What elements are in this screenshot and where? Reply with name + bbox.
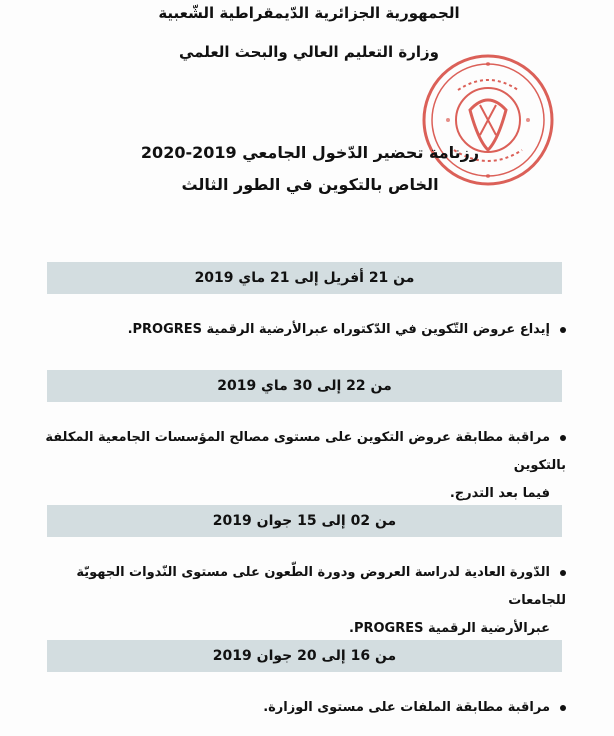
title-line-2: الخاص بالتكوين في الطور الثالث <box>181 175 439 194</box>
period-label: من 16 إلى 20 جوان 2019 <box>212 648 397 664</box>
item-text: مراقبة مطابقة الملفات على مستوى الوزارة. <box>263 700 550 715</box>
item-text: إيداع عروض التّكوين في الدّكتوراه عبرالأرضية الرقمية PROGRES. <box>127 322 550 337</box>
bullet-icon <box>560 570 566 576</box>
period-band <box>47 505 562 537</box>
list-item <box>26 424 566 508</box>
bullet-icon <box>560 435 566 441</box>
period-label: من 02 إلى 15 جوان 2019 <box>212 513 397 529</box>
period-band <box>47 640 562 672</box>
period-label: من 22 إلى 30 ماي 2019 <box>217 378 392 394</box>
item-text-continued: فيما بعد التدرج. <box>449 486 550 501</box>
period-band <box>47 370 562 402</box>
bullet-icon <box>560 327 566 333</box>
republic-name: الجمهورية الجزائرية الدّيمقراطية الشّعبية <box>158 4 460 22</box>
bullet-icon <box>560 705 566 711</box>
period-label: من 21 أفريل إلى 21 ماي 2019 <box>194 270 415 286</box>
period-band <box>47 262 562 294</box>
list-item <box>26 694 566 722</box>
item-text-continued: عبرالأرضية الرقمية PROGRES. <box>348 621 550 636</box>
ministry-name: وزارة التعليم العالي والبحث العلمي <box>178 43 440 61</box>
item-text: مراقبة مطابقة عروض التكوين على مستوى مصالح المؤسسات الجامعية المكلفة بالتكوين <box>45 430 566 473</box>
official-seal-icon <box>418 50 558 190</box>
title-line-1: رزنامة تحضير الدّخول الجامعي 2019-2020 <box>140 143 480 162</box>
item-text: الدّورة العادية لدراسة العروض ودورة الطّعون على مستوى النّدوات الجهويّة للجامعات <box>76 565 566 608</box>
list-item <box>26 559 566 643</box>
list-item <box>26 316 566 344</box>
